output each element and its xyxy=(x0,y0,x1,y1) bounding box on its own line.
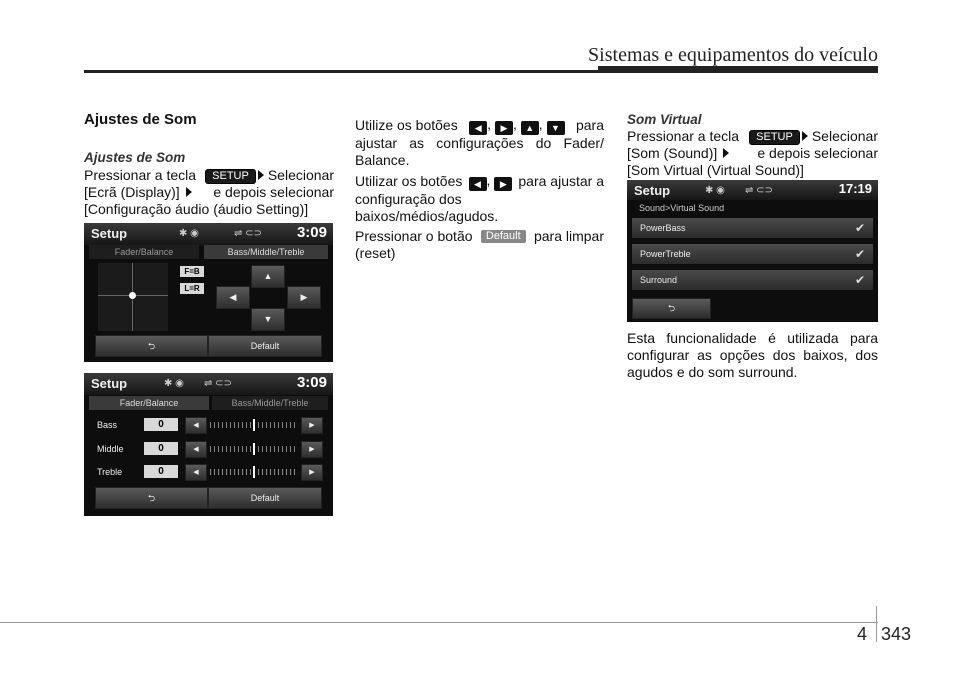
middle-decrease-button[interactable]: ◀ xyxy=(185,441,207,458)
virtual-sound-description: Esta funcionalidade é utilizada para configurar as opções dos baixos, dos agudos e do som surround. xyxy=(627,330,878,380)
default-key: Default xyxy=(481,230,526,243)
instruction-text xyxy=(84,167,334,218)
chapter-number: 4 xyxy=(857,624,868,644)
virtual-sound-heading: Som Virtual xyxy=(627,112,702,127)
back-button[interactable]: ⮌ xyxy=(95,487,208,509)
fader-value: F=B xyxy=(180,266,204,277)
seat-balance-map[interactable] xyxy=(98,263,168,331)
bluetooth-icon: ✱ ◉ xyxy=(179,228,199,239)
list-item-powerbass[interactable] xyxy=(632,218,873,238)
instruction-then: e depois selecionar xyxy=(213,184,334,200)
back-button[interactable]: ⮌ xyxy=(95,335,208,357)
treble-decrease-button[interactable]: ◀ xyxy=(185,464,207,481)
breadcrumb: Sound>Virtual Sound xyxy=(639,203,725,213)
treble-increase-button[interactable]: ▶ xyxy=(301,464,323,481)
treble-slider-knob[interactable] xyxy=(253,466,255,478)
footer-rule xyxy=(0,622,878,623)
arrow-right-icon xyxy=(723,148,729,158)
bluetooth-icon: ✱ ◉ xyxy=(164,378,184,389)
right-key-icon: ▶ xyxy=(494,177,512,191)
right-arrow-button[interactable]: ▶ xyxy=(287,286,321,309)
screen-title: Setup xyxy=(634,183,671,198)
bmt-instruction-rest: configuração dos baixos/médios/agudos. xyxy=(355,191,499,224)
screen-virtual-sound xyxy=(627,180,878,322)
checkmark-icon: ✔ xyxy=(854,273,865,287)
treble-label: Treble xyxy=(97,467,123,477)
column-3 xyxy=(627,111,878,179)
screen-clock: 17:19 xyxy=(838,181,872,196)
middle-label: Middle xyxy=(97,444,124,454)
bass-value: 0 xyxy=(144,418,178,431)
bass-increase-button[interactable]: ▶ xyxy=(301,417,323,434)
middle-value: 0 xyxy=(144,442,178,455)
surround-label: Surround xyxy=(640,275,678,285)
left-arrow-button[interactable]: ◀ xyxy=(216,286,250,309)
arrow-right-icon xyxy=(186,187,192,197)
bmt-instruction-mid: para ajustar a xyxy=(518,173,604,189)
instruction-display: [Ecrã (Display)] xyxy=(84,184,180,200)
usb-icon: ⇌ ⊂⊃ xyxy=(234,228,262,239)
screen-title: Setup xyxy=(91,226,128,241)
default-button[interactable]: Default xyxy=(208,335,322,357)
left-key-icon: ◀ xyxy=(469,121,487,135)
arrow-right-icon xyxy=(258,170,264,180)
tab-bass-middle-treble[interactable]: Bass/Middle/Treble xyxy=(204,245,328,259)
vs-instruction-select: Selecionar xyxy=(811,128,878,144)
bass-slider-knob[interactable] xyxy=(253,419,255,431)
footer-divider xyxy=(876,606,877,642)
usb-icon: ⇌ ⊂⊃ xyxy=(745,185,773,196)
vs-instruction-press: Pressionar a tecla xyxy=(627,128,740,144)
arrow-right-icon xyxy=(802,131,808,141)
list-item-surround[interactable] xyxy=(632,270,873,290)
list-item-powertreble[interactable] xyxy=(632,244,873,264)
checkmark-icon: ✔ xyxy=(854,221,865,235)
page-number: 343 xyxy=(881,624,912,644)
fader-instruction-rest: ajustar as configurações do Fader/ Balance. xyxy=(355,135,604,168)
subsection-heading: Ajustes de Som xyxy=(84,150,186,165)
tab-fader-balance[interactable]: Fader/Balance xyxy=(89,396,209,410)
fader-instruction-para: para xyxy=(575,117,604,133)
screen-clock: 3:09 xyxy=(296,224,327,241)
column-1 xyxy=(84,111,334,218)
instruction-press: Pressionar a tecla xyxy=(84,167,197,183)
reset-instruction-mid: para limpar xyxy=(533,228,604,244)
down-key-icon: ▼ xyxy=(547,121,565,135)
reset-instruction-start: Pressionar o botão xyxy=(355,228,473,244)
tab-fader-balance[interactable]: Fader/Balance xyxy=(89,245,199,259)
usb-icon: ⇌ ⊂⊃ xyxy=(204,378,232,389)
screen-clock: 3:09 xyxy=(296,374,327,391)
vs-instruction-then: e depois selecionar xyxy=(757,145,878,161)
fader-buttons-group: ◀ , ▶ , ▲ , ▼ xyxy=(469,116,564,135)
middle-increase-button[interactable]: ▶ xyxy=(301,441,323,458)
middle-slider-knob[interactable] xyxy=(253,443,255,455)
powerbass-label: PowerBass xyxy=(640,223,686,233)
header-title: Sistemas e equipamentos do veículo xyxy=(588,44,878,66)
balance-value: L=R xyxy=(180,283,204,294)
up-arrow-button[interactable]: ▲ xyxy=(251,265,285,288)
instruction-audio-setting: [Configuração áudio (áudio Setting)] xyxy=(84,201,309,217)
bmt-buttons-group: ◀ , ▶ xyxy=(469,172,513,191)
right-key-icon: ▶ xyxy=(495,121,513,135)
fader-instruction-start: Utilize os botões xyxy=(355,117,458,133)
up-key-icon: ▲ xyxy=(521,121,539,135)
tab-bass-middle-treble[interactable]: Bass/Middle/Treble xyxy=(212,396,328,410)
powertreble-label: PowerTreble xyxy=(640,249,691,259)
screen-bass-middle-treble xyxy=(84,373,333,516)
bmt-instruction-start: Utilizar os botões xyxy=(355,173,463,189)
treble-value: 0 xyxy=(144,465,178,478)
left-key-icon: ◀ xyxy=(469,177,487,191)
bluetooth-icon: ✱ ◉ xyxy=(705,185,725,196)
screen-fader-balance xyxy=(84,223,333,362)
down-arrow-button[interactable]: ▼ xyxy=(251,308,285,331)
vs-instruction-virtual: [Som Virtual (Virtual Sound)] xyxy=(627,162,804,178)
instruction-select: Selecionar xyxy=(267,167,334,183)
reset-instruction-rest: (reset) xyxy=(355,245,396,261)
vs-instruction-sound: [Som (Sound)] xyxy=(627,145,718,161)
default-button[interactable]: Default xyxy=(208,487,322,509)
bass-label: Bass xyxy=(97,420,118,430)
back-button[interactable]: ⮌ xyxy=(632,298,711,319)
bass-decrease-button[interactable]: ◀ xyxy=(185,417,207,434)
setup-key: SETUP xyxy=(749,130,800,145)
screen-title: Setup xyxy=(91,376,128,391)
setup-key: SETUP xyxy=(205,169,256,184)
section-heading: Ajustes de Som xyxy=(84,111,197,128)
column-2 xyxy=(355,116,604,262)
balance-point[interactable] xyxy=(129,292,136,299)
checkmark-icon: ✔ xyxy=(854,247,865,261)
header-rule-accent xyxy=(598,66,878,73)
